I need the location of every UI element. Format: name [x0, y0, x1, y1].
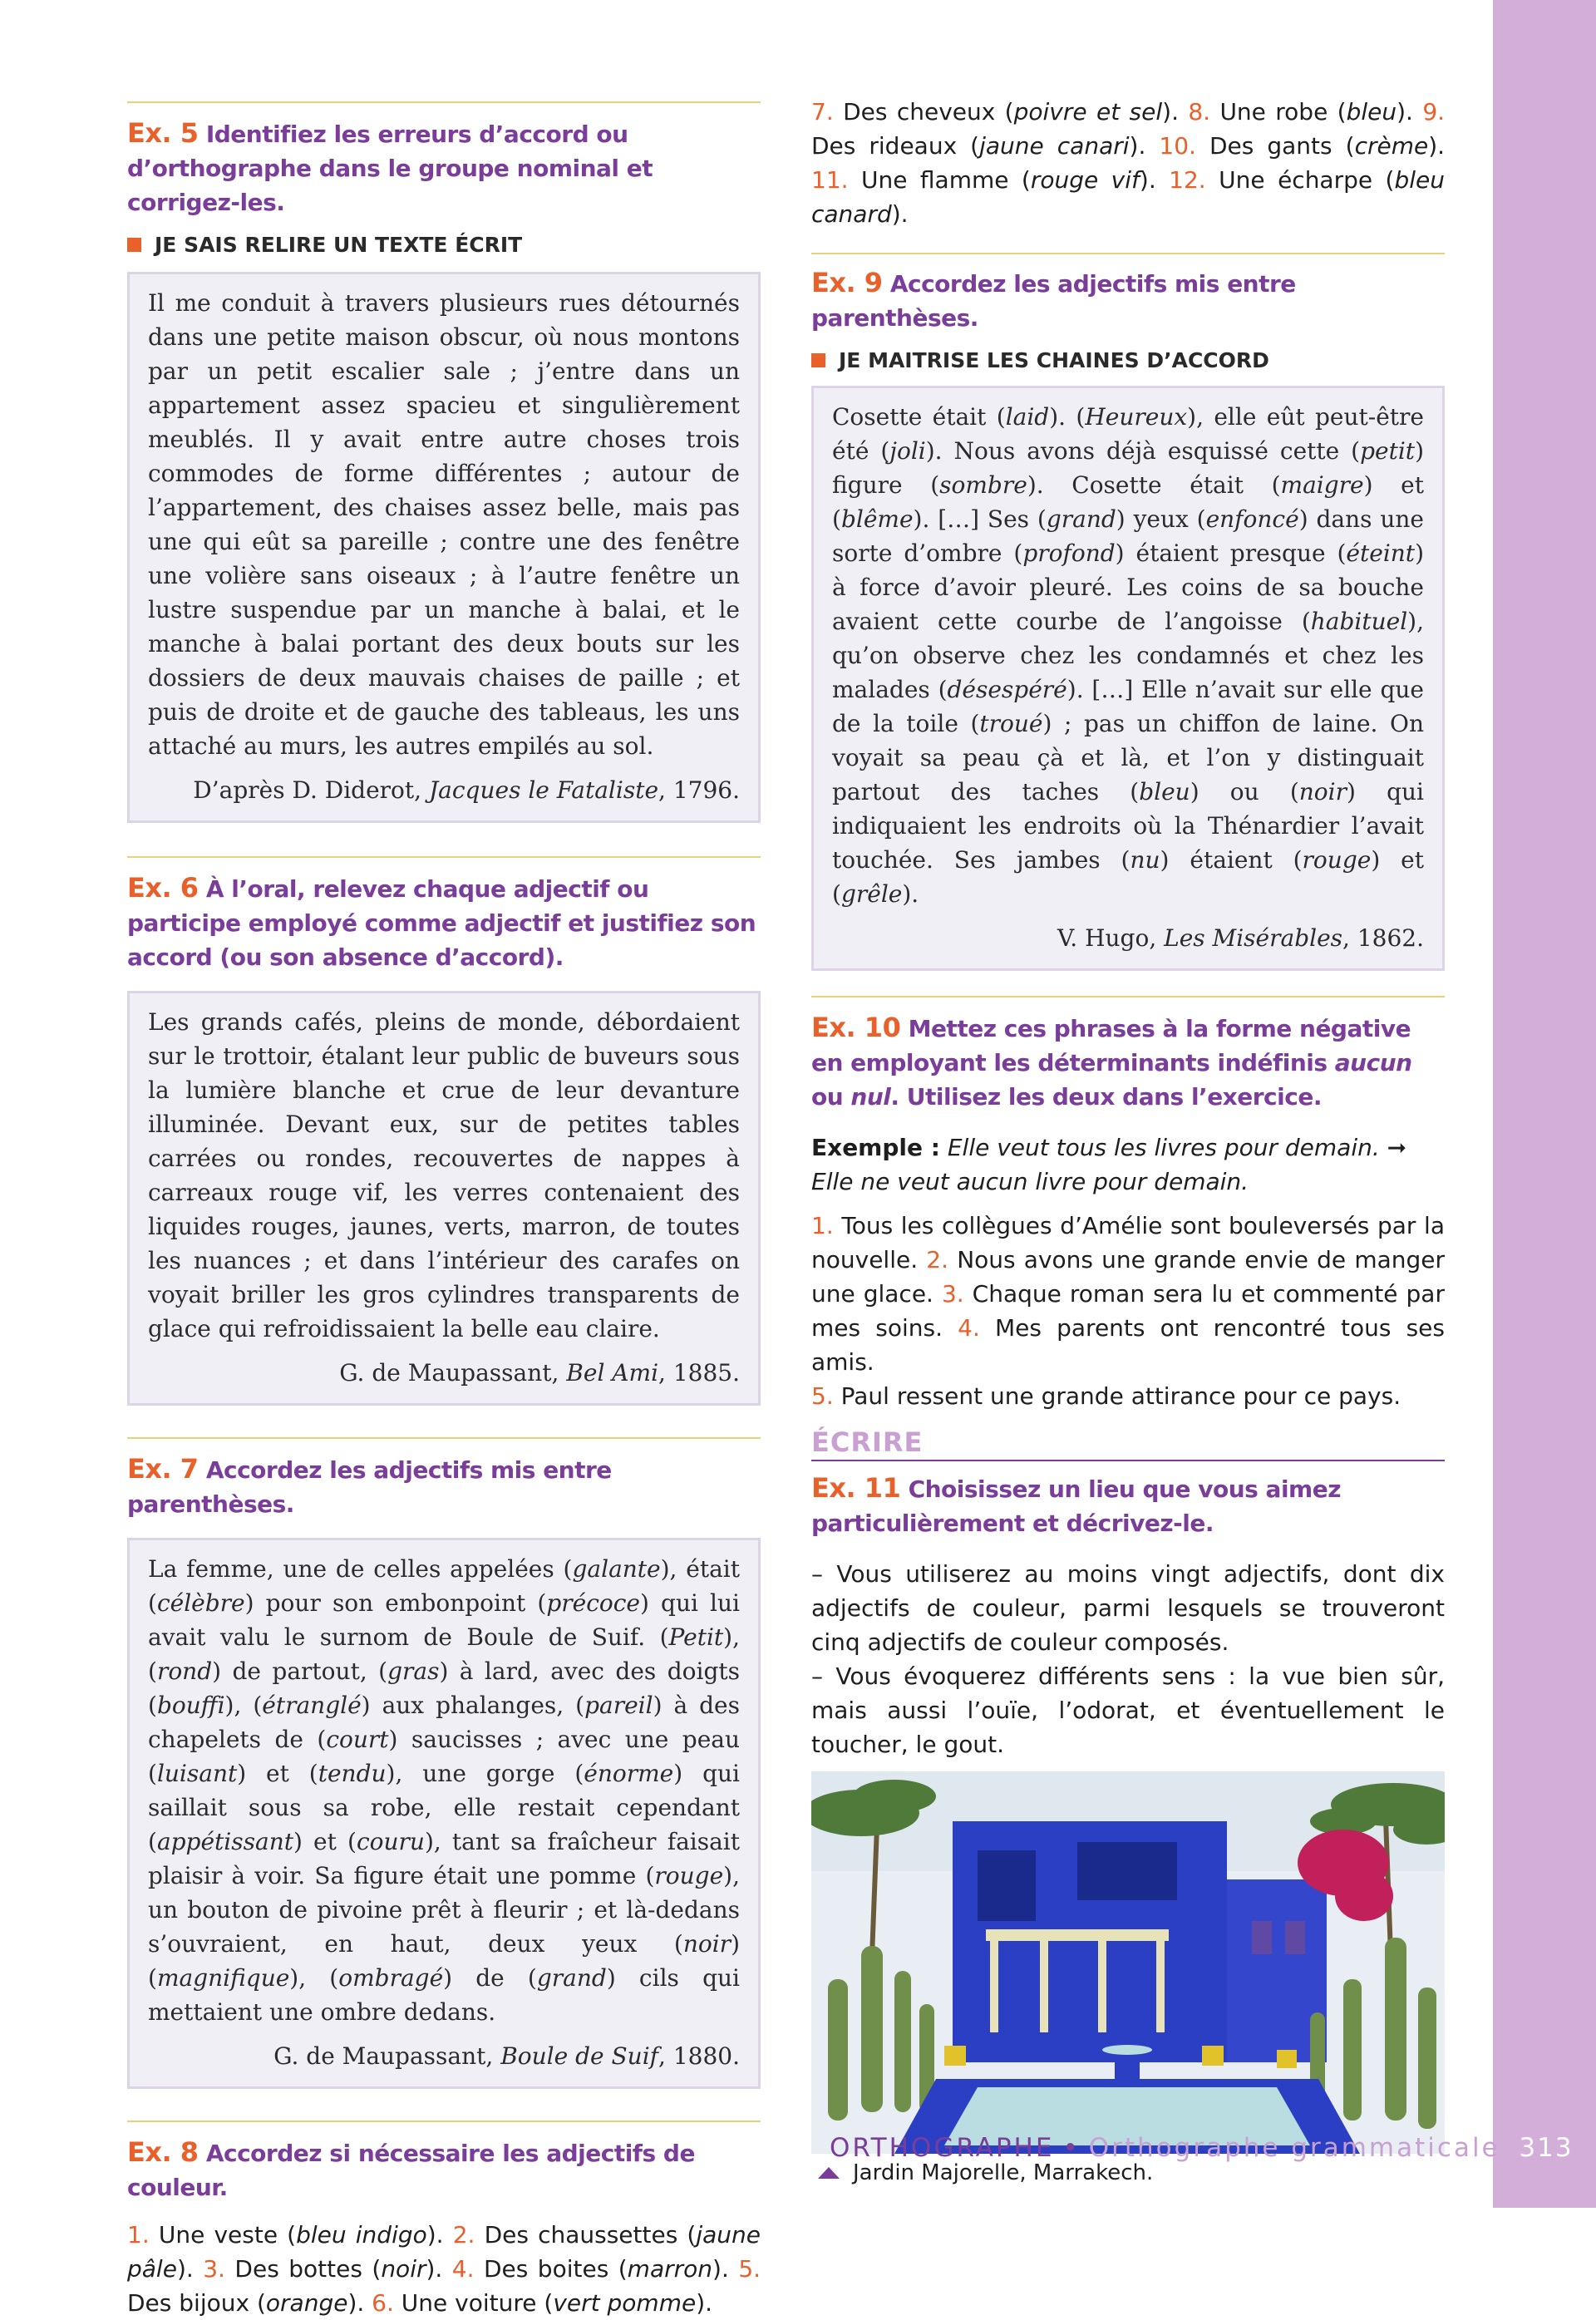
ex6-source-author: G. de Maupassant, [339, 1359, 567, 1387]
ex10-item: 4. Mes parents ont rencontré tous ses amis. [811, 1314, 1445, 1376]
footer-section: ORTHOGRAPHE [830, 2133, 1055, 2163]
ex8-item: 5. Des bijoux (orange). [127, 2255, 761, 2317]
ex8-item: 6. Une voiture (vert pomme). [372, 2289, 713, 2317]
ex7-heading [127, 1452, 761, 1521]
ex11-heading [811, 1471, 1445, 1540]
ex10-items [811, 1209, 1445, 1413]
ex6-source-title: Bel Ami [566, 1359, 659, 1387]
ex6-text-box [127, 991, 761, 1406]
ex7-instruction: Accordez les adjectifs mis entre parenthèses. [127, 1456, 612, 1518]
exercise-divider [811, 253, 1445, 254]
ex9-skill-label: JE MAITRISE LES CHAINES D’ACCORD [839, 348, 1269, 372]
ex11-label: Ex. 11 [811, 1472, 901, 1504]
ex7-source-year: , 1880. [658, 2042, 740, 2070]
ex6-label: Ex. 6 [127, 872, 199, 904]
ex9-instruction: Accordez les adjectifs mis entre parenthèses. [811, 270, 1296, 332]
footer-bullet: • [1062, 2133, 1081, 2163]
ex10-item: 2. Nous avons une grande envie de manger une glace. [811, 1246, 1446, 1308]
ex8-item: 8. Une robe (bleu). [1188, 98, 1413, 126]
ex11-bullet-1: – Vous utiliserez au moins vingt adjectifs, dont dix adjectifs de couleur, parmi lesquels se trouveront cinq adjectifs de couleur composés. [811, 1560, 1445, 1656]
ex11-instruction: Choisissez un lieu que vous aimez particulièrement et décrivez-le. [811, 1475, 1342, 1537]
ex5-heading [127, 116, 761, 219]
ex8-item: 10. Des gants (crème). [1159, 132, 1446, 160]
ex8-item: 9. Des rideaux (jaune canari). [811, 98, 1446, 160]
ex5-label: Ex. 5 [127, 117, 199, 149]
ex5-instruction: Identifiez les erreurs d’accord ou d’orthographe dans le groupe nominal et corrigez-les. [127, 121, 653, 216]
ex9-text-box [811, 386, 1445, 971]
page-side-band [1493, 0, 1596, 2208]
ex9-source-title: Les Misérables [1164, 924, 1343, 952]
ex5-text-box [127, 272, 761, 823]
ex9-source [832, 921, 1424, 955]
arrow-right-icon: ➞ [1387, 1134, 1407, 1161]
photo-caption [811, 2160, 1445, 2185]
jardin-majorelle-photo [811, 1771, 1445, 2154]
ex7-text-box [127, 1538, 761, 2089]
ex10-heading [811, 1011, 1445, 1114]
ex11-bullet-2: – Vous évoquerez différents sens : la vue bien sûr, mais aussi l’ouïe, l’odorat, et éventuellement le toucher, le gout. [811, 1662, 1445, 1758]
ex8-items-part1 [127, 2218, 761, 2320]
exercise-divider [127, 1437, 761, 1439]
ex5-skill-label: JE SAIS RELIRE UN TEXTE ÉCRIT [155, 233, 523, 257]
ex5-source-title: Jacques le Fataliste [428, 776, 659, 804]
ex8-item: 4. Des boites (marron). [451, 2255, 729, 2283]
ex8-label: Ex. 8 [127, 2136, 199, 2168]
ex7-source-author: G. de Maupassant, [273, 2042, 501, 2070]
ex10-example-text: Elle veut tous les livres pour demain. [947, 1134, 1380, 1161]
ex10-word-aucun: aucun [1334, 1049, 1412, 1076]
ex10-instruction-end: . Utilisez les deux dans l’exercice. [890, 1083, 1322, 1111]
ex6-instruction: À l’oral, relevez chaque adjectif ou participe employé comme adjectif et justifiez son accord (ou son absence d’accord). [127, 875, 756, 971]
page-number: 313 [1519, 2133, 1574, 2163]
ex9-text: Cosette était (laid). (Heureux), elle eût peut-être été (joli). Nous avons déjà esquissé cette (petit) figure (sombre). Cosette était (maigre) et (blême). […] Ses (grand) yeux (enfoncé) dans une sorte d’ombre (profond) étaient presque (éteint) à force d’avoir pleuré. Les coins de sa bouche avaient cette courbe de l’angoisse (habituel), qu’on observe chez les condamnés et chez les malades (désespéré). […] Elle n’avait sur elle que de la toile (troué) ; pas un chiffon de laine. On voyait sa peau çà et là, et l’on y distinguait partout des taches (bleu) ou (noir) qui indiquaient les endroits où la Thénardier l’avait touchée. Ses jambes (nu) étaient (rouge) et (grêle). [832, 403, 1425, 908]
ex10-word-nul: nul [850, 1083, 891, 1111]
ex8-item: 12. Une écharpe (bleu canard). [811, 166, 1446, 228]
exercise-divider [811, 996, 1445, 997]
ex8-item: 3. Des bottes (noir). [203, 2255, 443, 2283]
ex7-source [148, 2039, 740, 2073]
ex8-instruction: Accordez si nécessaire les adjectifs de couleur. [127, 2140, 695, 2201]
ex8-heading [127, 2135, 761, 2204]
ex5-source-author: D’après D. Diderot, [193, 776, 429, 804]
photo-caption-text: Jardin Majorelle, Marrakech. [853, 2160, 1154, 2185]
ex8-item: 7. Des cheveux (poivre et sel). [811, 98, 1179, 126]
ex10-label: Ex. 10 [811, 1012, 901, 1043]
exercise-divider [127, 101, 761, 103]
ex10-instruction-join: ou [811, 1083, 851, 1111]
section-ecrire-heading: ÉCRIRE [811, 1426, 1445, 1461]
ex10-item: 3. Chaque roman sera lu et commenté par mes soins. [811, 1280, 1445, 1342]
ex9-heading [811, 266, 1445, 335]
ex6-heading [127, 871, 761, 974]
footer-subsection: Orthographe grammaticale [1088, 2133, 1500, 2163]
ex10-example-answer: Elle ne veut aucun livre pour demain. [811, 1168, 1249, 1195]
ex8-item: 1. Une veste (bleu indigo). [127, 2221, 444, 2249]
ex10-instruction: Mettez ces phrases à la forme négative en employant les déterminants indéfinis [811, 1015, 1411, 1076]
ex9-source-year: , 1862. [1342, 924, 1424, 952]
ex6-source-year: , 1885. [658, 1359, 740, 1387]
ex7-text: La femme, une de celles appelées (galante), était (célèbre) pour son embonpoint (précoce) qui lui avait valu le surnom de Boule de Suif. (Petit), (rond) de partout, (gras) à lard, avec des doigts (bouffi), (étranglé) aux phalanges, (pareil) à des chapelets de (court) saucisses ; avec une peau (luisant) et (tendu), une gorge (énorme) qui saillait sous sa robe, elle restait cependant (appétissant) et (couru), tant sa fraîcheur faisait plaisir à voir. Sa figure était une pomme (rouge), un bouton de pivoine prêt à fleurir ; et là-dedans s’ouvraient, en haut, deux yeux (noir) (magnifique), (ombragé) de (grand) cils qui mettaient une ombre dedans. [148, 1555, 740, 2026]
ex8-item: 2. Des chaussettes (jaune pâle). [127, 2221, 761, 2283]
square-bullet-icon [811, 353, 825, 367]
exercise-divider [127, 856, 761, 858]
ex5-text: Il me conduit à travers plusieurs rues détournés dans une petite maison obscur, où nous montons par un petit escalier sale ; j’entre dans un appartement assez spacieu et singulièrement meublés. Il y avait entre autre choses trois commodes de forme différentes ; autour de l’appartement, des chaises assez belle, mais pas une qui eût sa pareille ; contre une des fenêtre une volière sans oiseaux ; à l’autre fenêtre un lustre suspendue par un manche à balai, et le manche à balai portant des deux bouts sur les dossiers de deux mauvais chaises de paille ; et puis de droite et de gauche des tableaus, les uns attaché au murs, les autres empilés au sol. [148, 289, 740, 760]
left-column [127, 101, 761, 2320]
square-bullet-icon [127, 238, 141, 252]
ex8-items-part2 [811, 95, 1445, 231]
ex5-skill [127, 233, 761, 257]
triangle-up-icon [818, 2167, 840, 2179]
right-column [811, 95, 1445, 2185]
exercise-divider [127, 2121, 761, 2122]
ex10-example-label: Exemple : [811, 1134, 940, 1161]
ex10-item: 1. Tous les collègues d’Amélie sont bouleversés par la nouvelle. [811, 1212, 1445, 1273]
ex10-item: 5. Paul ressent une grande attirance pour ce pays. [811, 1382, 1401, 1410]
ex6-source [148, 1356, 740, 1390]
ex6-text: Les grands cafés, pleins de monde, débordaient sur le trottoir, étalant leur public de buveurs sous la lumière blanche et crue de leur devanture illuminée. Devant eux, sur de petites tables carrées ou rondes, recouvertes de nappes à carreaux rouge vif, les verres contenaient des liquides rouges, jaunes, verts, marron, de toutes les nuances ; et dans l’intérieur des carafes on voyait briller les gros cylindres transparents de glace qui refroidissaient la belle eau claire. [148, 1008, 740, 1342]
page-footer [830, 2133, 1500, 2163]
ex9-label: Ex. 9 [811, 267, 883, 298]
ex7-label: Ex. 7 [127, 1453, 199, 1485]
jardin-majorelle-illustration [811, 1771, 1445, 2154]
ex7-source-title: Boule de Suif [500, 2042, 659, 2070]
ex10-example [811, 1130, 1445, 1199]
ex5-source [148, 773, 740, 807]
ex9-source-author: V. Hugo, [1057, 924, 1165, 952]
ex9-skill [811, 348, 1445, 372]
ex5-source-year: , 1796. [658, 776, 740, 804]
ex8-item: 11. Une flamme (rouge vif). [811, 166, 1156, 194]
